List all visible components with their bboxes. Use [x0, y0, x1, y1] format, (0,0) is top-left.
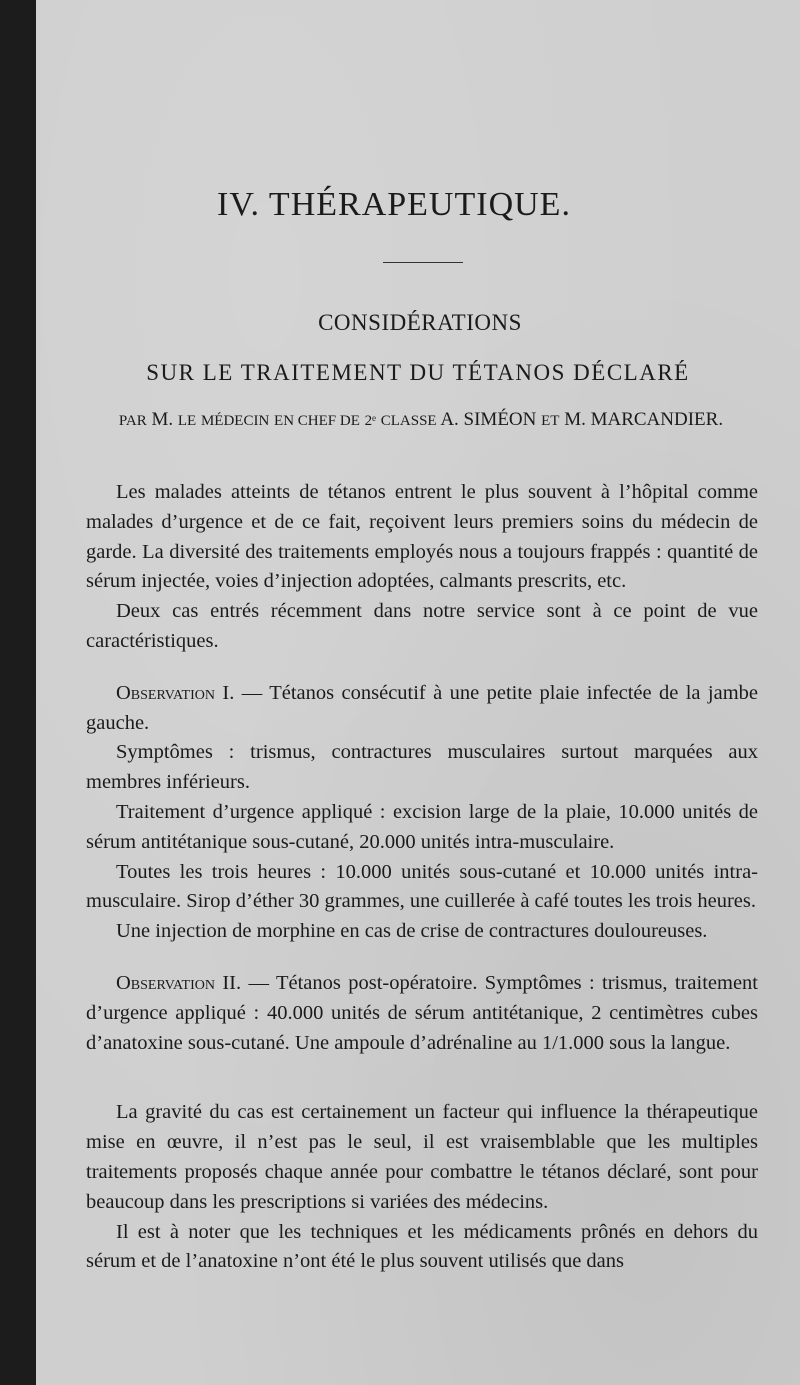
- byline-en-chef-de: EN CHEF DE: [274, 413, 360, 429]
- heading-divider: [383, 262, 463, 263]
- article-body: [86, 478, 758, 1277]
- byline-le: LE: [177, 413, 197, 429]
- paragraph-two-cases: Deux cas entrés récemment dans notre service sont à ce point de vue caractéristiques.: [86, 600, 758, 652]
- observation-1: [86, 679, 758, 739]
- document-page: [36, 0, 800, 1385]
- observation-2: [86, 969, 758, 1058]
- byline-et: ET: [541, 413, 560, 429]
- paragraph-gravite: La gravité du cas est certainement un facteur qui influence la thérapeutique mise en œuvre, il n’est pas le seul, il est vraisemblable que les multiples traitements proposés chaque année pour combattre le tétanos déclaré, sont pour beaucoup dans les prescriptions si variées des médecins.: [86, 1101, 758, 1213]
- observation-1-label: Observation I.: [116, 681, 235, 704]
- observation-1-every-three-hours: Toutes les trois heures : 10.000 unités sous-cutané et 10.000 unités intra-musculaire. Sirop d’éther 30 grammes, une cuillerée à café toutes les trois heures.: [86, 860, 758, 913]
- observation-2-label: Observation II.: [116, 971, 242, 994]
- byline-classe: CLASSE: [380, 413, 437, 429]
- observation-1-treatment: Traitement d’urgence appliqué : excision large de la plaie, 10.000 unités de sérum antitétanique sous-cutané, 20.000 unités intra-musculaire.: [86, 800, 758, 853]
- byline-medecin: MÉDECIN: [200, 413, 270, 429]
- observation-1-morphine: Une injection de morphine en cas de crise de contractures douloureuses.: [116, 920, 708, 943]
- article-title-line1: CONSIDÉRATIONS: [318, 310, 522, 335]
- observation-1-text: — Tétanos consécutif à une petite plaie infectée de la jambe gauche.: [86, 681, 759, 734]
- byline-author1: A. SIMÉON: [440, 409, 537, 430]
- byline-author2: M. MARCANDIER.: [564, 409, 724, 430]
- paragraph-intro: Les malades atteints de tétanos entrent le plus souvent à l’hôpital comme malades d’urgence et de ce fait, reçoivent leurs premiers soins du médecin de garde. La diversité des traitements employés nous a toujours frappés : quantité de sérum injectée, voies d’injection adoptées, calmants prescrits, etc.: [86, 481, 758, 593]
- paragraph-a-noter: Il est à noter que les techniques et les médicaments prônés en dehors du sérum et de l’anatoxine n’ont été le plus souvent utilisés que dans: [86, 1220, 758, 1273]
- section-heading: IV. THÉRAPEUTIQUE.: [217, 186, 571, 223]
- author-byline: [39, 409, 800, 431]
- byline-classe-num: 2ᵉ: [364, 413, 376, 429]
- article-title-line2: SUR LE TRAITEMENT DU TÉTANOS DÉCLARÉ: [146, 360, 690, 385]
- byline-m1: M.: [151, 409, 174, 430]
- observation-1-symptoms: Symptômes : trismus, contractures musculaires surtout marquées aux membres inférieurs.: [86, 741, 758, 794]
- observation-2-text: — Tétanos post-opératoire. Symptômes : trismus, traitement d’urgence appliqué : 40.000 unités de sérum antitétanique, 2 centimètres cubes d’anatoxine sous-cutané. Une ampoule d’adrénaline au 1/1.000 sous la langue.: [86, 971, 758, 1054]
- byline-par: PAR: [118, 413, 147, 429]
